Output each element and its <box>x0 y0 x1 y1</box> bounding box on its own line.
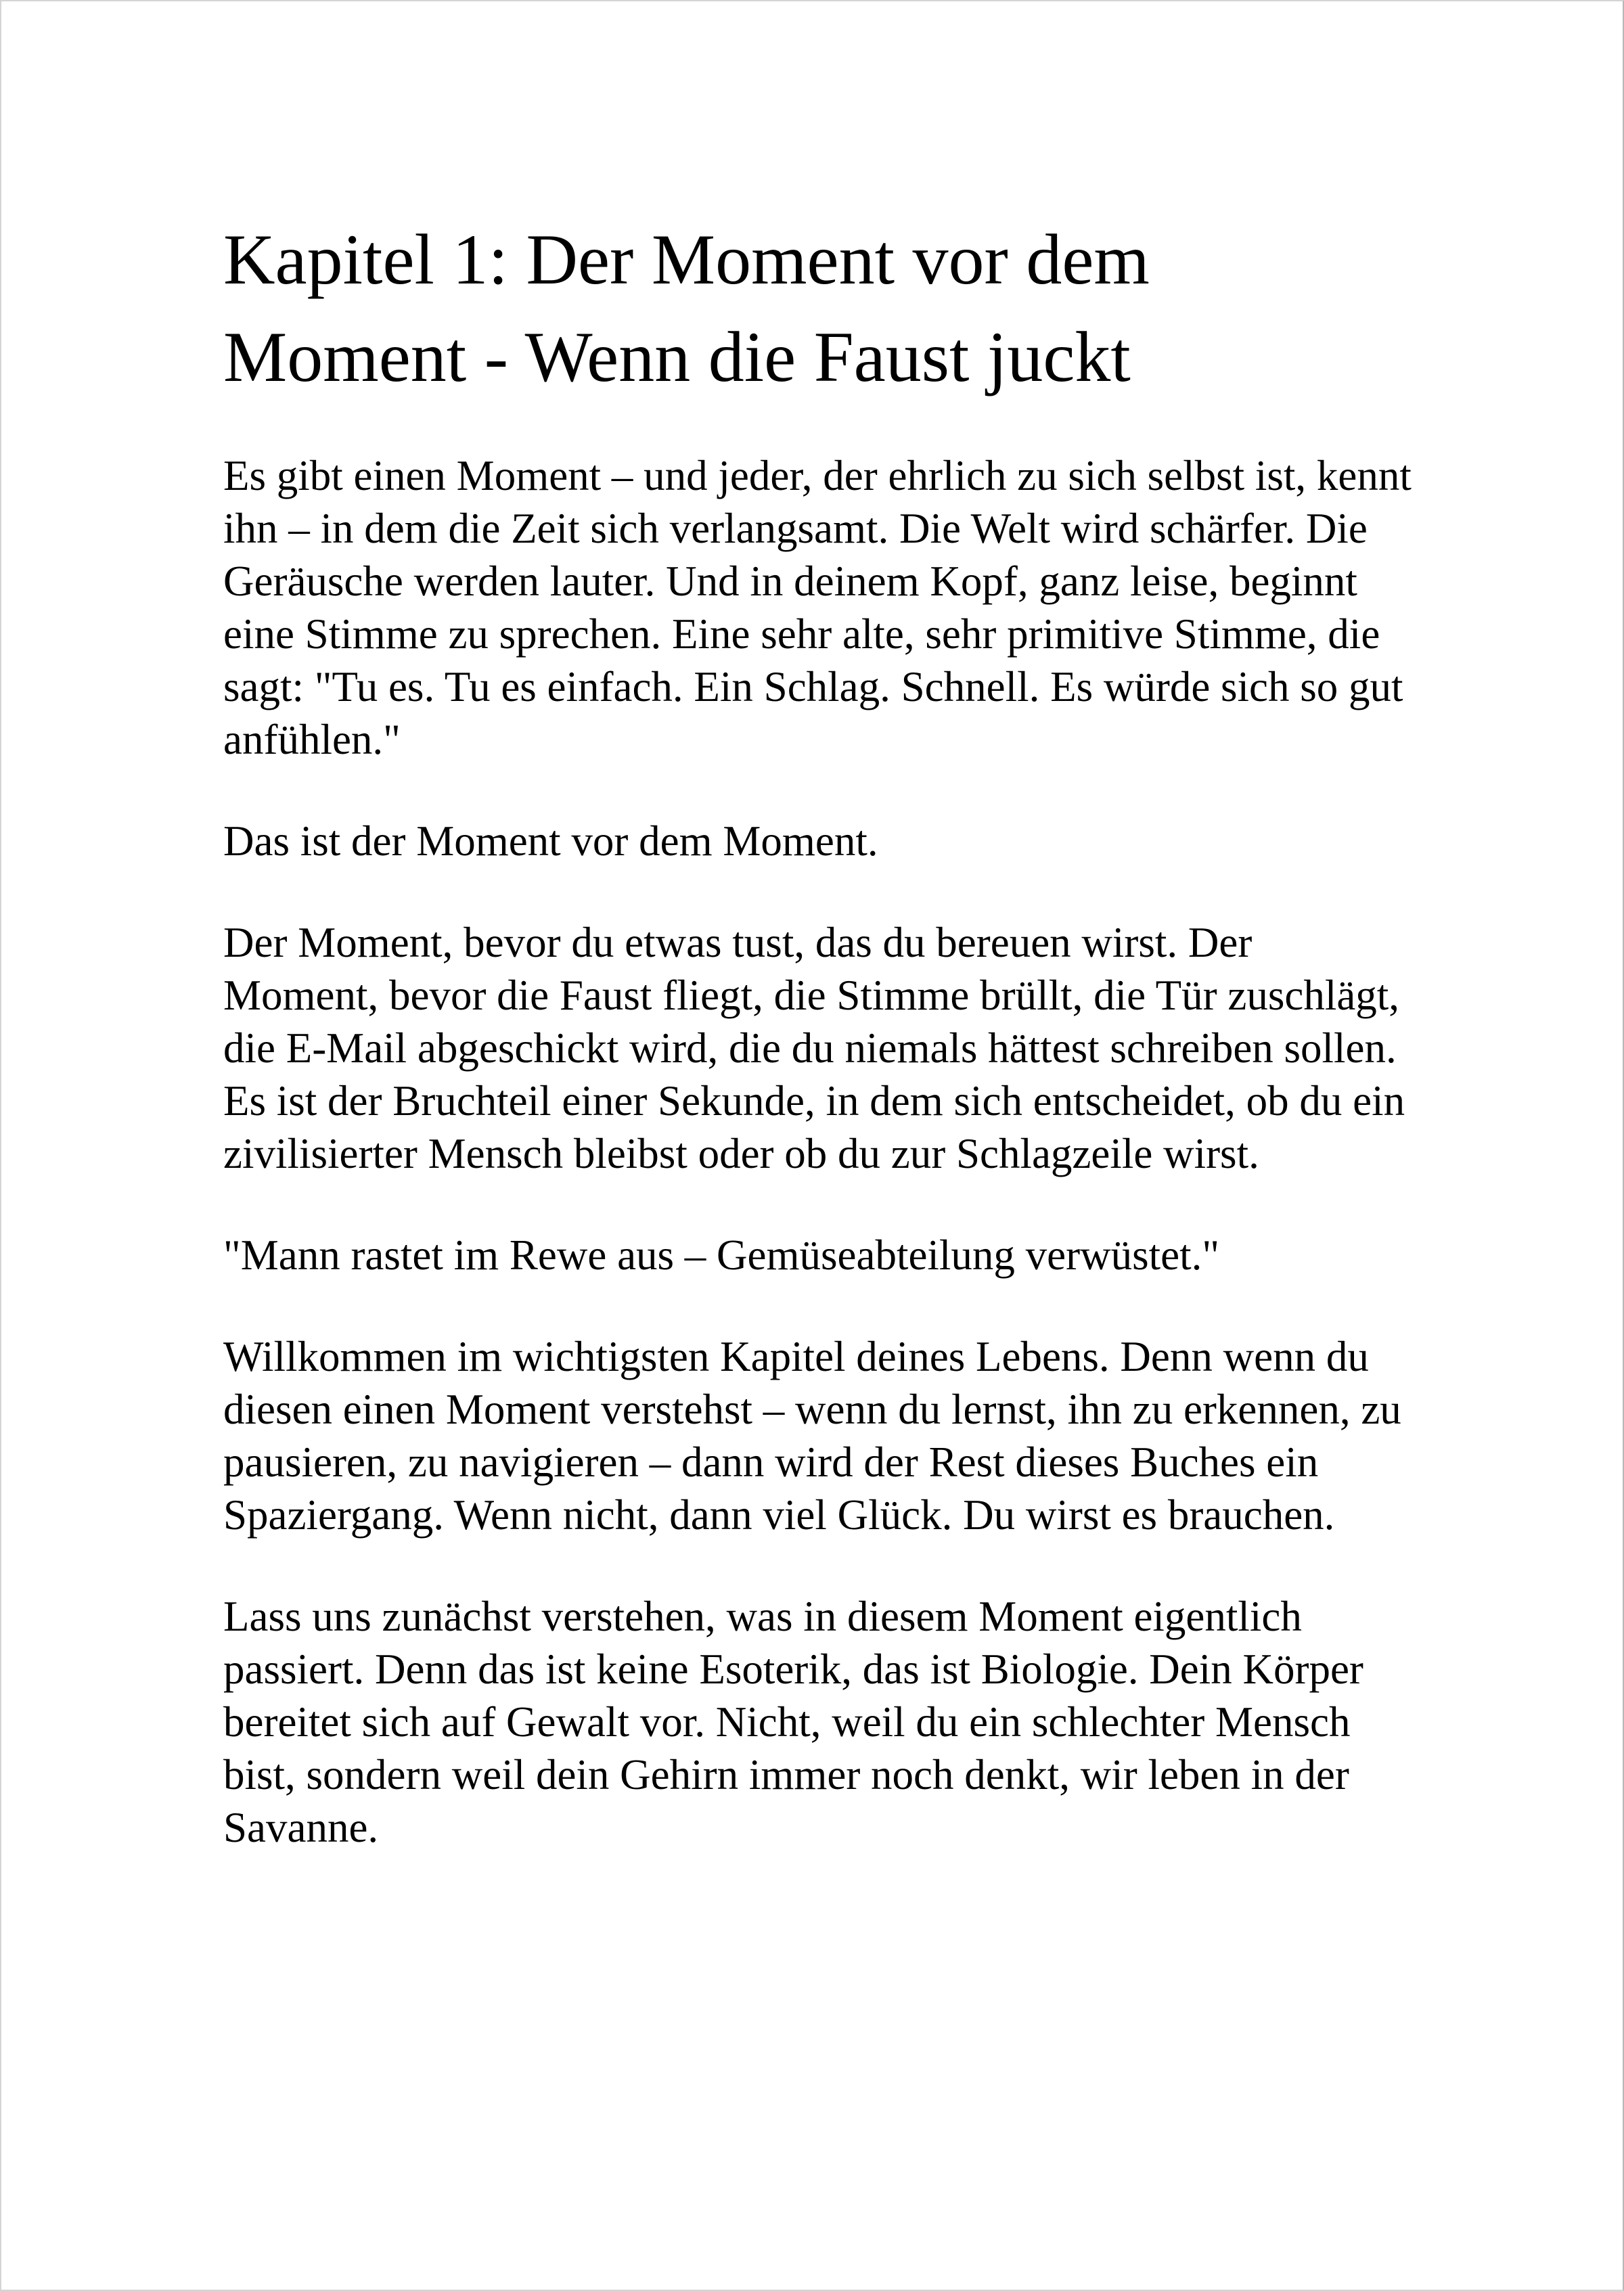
chapter-title-line-2: Moment - Wenn die Faust juckt <box>223 317 1131 396</box>
chapter-title-line-1: Kapitel 1: Der Moment vor dem <box>223 220 1150 299</box>
paragraph-moment-statement: Das ist der Moment vor dem Moment. <box>223 817 878 865</box>
chapter-title <box>223 211 1414 406</box>
paragraph-willkommen: Willkommen im wichtigsten Kapitel deines Lebens. Denn wenn du diesen einen Moment verstehst – wenn du lernst, ihn zu erkennen, zu pausieren, zu navigieren – dann wird der Rest dieses Buches ein Spaziergang. Wenn nicht, dann viel Glück. Du wirst es brauchen. <box>223 1333 1401 1539</box>
chapter-content <box>223 1 1414 1854</box>
paragraph-der-moment-bevor: Der Moment, bevor du etwas tust, das du bereuen wirst. Der Moment, bevor die Faust fliegt, die Stimme brüllt, die Tür zuschlägt, die E-Mail abgeschickt wird, die du niemals hättest schreiben sollen. Es ist der Bruchteil einer Sekunde, in dem sich entscheidet, ob du ein zivilisierter Mensch bleibst oder ob du zur Schlagzeile wirst. <box>223 919 1405 1177</box>
paragraph-biologie: Lass uns zunächst verstehen, was in diesem Moment eigentlich passiert. Denn das ist keine Esoterik, das ist Biologie. Dein Körper bereitet sich auf Gewalt vor. Nicht, weil du ein schlechter Mensch bist, sondern weil dein Gehirn immer noch denkt, wir leben in der Savanne. <box>223 1593 1363 1851</box>
paragraph-headline-quote: "Mann rastet im Rewe aus – Gemüseabteilung verwüstet." <box>223 1231 1220 1279</box>
paragraph-intro: Es gibt einen Moment – und jeder, der ehrlich zu sich selbst ist, kennt ihn – in dem die Zeit sich verlangsamt. Die Welt wird schärfer. Die Geräusche werden lauter. Und in deinem Kopf, ganz leise, beginnt eine Stimme zu sprechen. Eine sehr alte, sehr primitive Stimme, die sagt: "Tu es. Tu es einfach. Ein Schlag. Schnell. Es würde sich so gut anfühlen." <box>223 452 1412 763</box>
